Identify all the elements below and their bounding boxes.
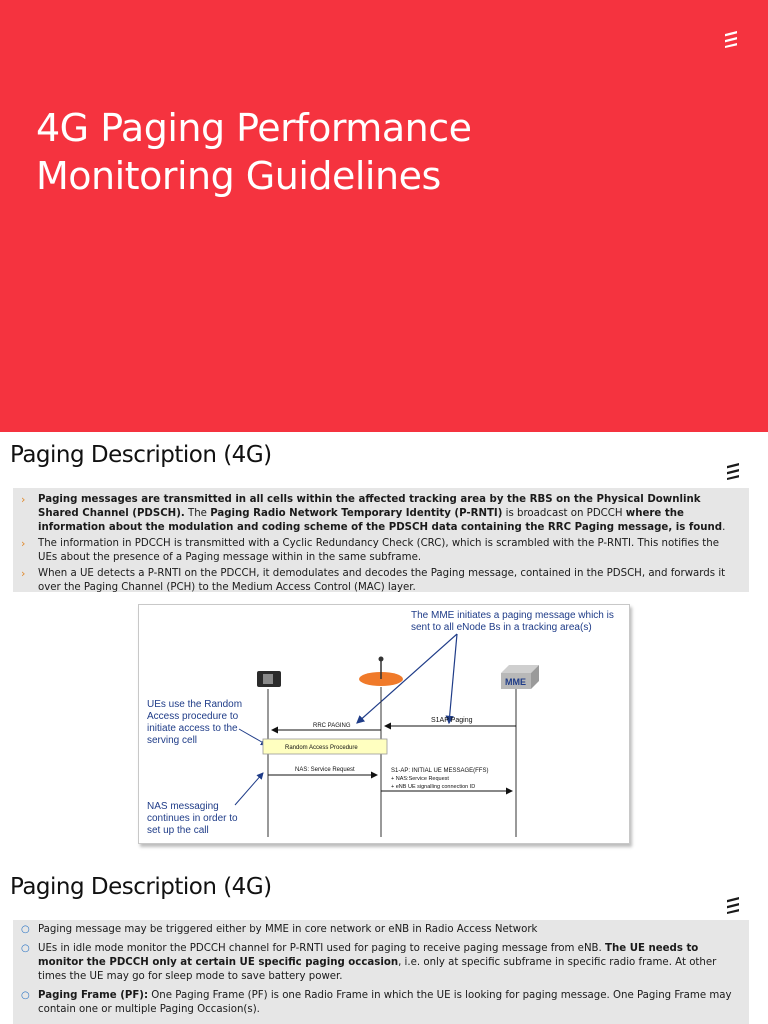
nas-request-label: NAS: Service Request [295, 767, 355, 773]
nas-note-line1: NAS messaging [147, 801, 219, 812]
enb-antenna-icon [359, 657, 403, 687]
s1ap-init-line3: + eNB UE signalling connection ID [391, 784, 476, 790]
cover-title-line2: Monitoring Guidelines [36, 154, 441, 198]
cover-title [36, 104, 636, 200]
s1ap-init-line1: S1-AP: INITIAL UE MESSAGE(FFS) [391, 768, 489, 774]
chevron-right-icon: › [21, 567, 26, 580]
ericsson-logo-icon [724, 30, 738, 48]
rrc-paging-label: RRC PAGING [313, 723, 351, 729]
mme-label: MME [505, 677, 526, 687]
list-item [21, 989, 741, 1017]
circle-bullet-icon: ○ [21, 943, 30, 954]
paging-description-slide-1 [0, 432, 768, 864]
list-item [21, 567, 741, 595]
mme-node-icon [501, 665, 539, 689]
paging-description-slide-2 [0, 864, 768, 1024]
bullet-text: UEs in idle mode monitor the PDCCH channel for P-RNTI used for paging to receive paging message from eNB. The UE needs to monitor the PDCCH only at certain UE specific paging occasion, i.e. only at specific subframe in specific radio frame. At other times the UE may go for sleep mode to save battery power. [38, 943, 717, 982]
ericsson-logo-icon [726, 896, 740, 914]
ue-note-line4: serving cell [147, 735, 198, 746]
bullet-list [13, 920, 749, 1024]
callout-top-line2: sent to all eNode Bs in a tracking area(s) [411, 622, 592, 633]
bullet-text: When a UE detects a P-RNTI on the PDCCH, it demodulates and decodes the Paging message, contained in the PDSCH, and forwards it over the Paging Channel (PCH) to the Medium Access Control (MAC) layer. [38, 568, 726, 593]
bullet-text: Paging message may be triggered either by MME in core network or eNB in Radio Access Network [38, 924, 538, 935]
ericsson-logo-icon [726, 462, 740, 480]
paging-sequence-diagram [138, 604, 630, 844]
ue-note-line3: initiate access to the [147, 723, 238, 734]
bullet-text: Paging Frame (PF): One Paging Frame (PF) is one Radio Frame in which the UE is looking for paging message. One Paging Frame may contain one or multiple Paging Occasion(s). [38, 990, 732, 1015]
nas-note-line3: set up the call [147, 825, 209, 836]
slide-title: Paging Description (4G) [10, 874, 272, 900]
bullet-list [13, 488, 749, 592]
bullet-text: The information in PDCCH is transmitted with a Cyclic Redundancy Check (CRC), which is scrambled with the P-RNTI. This notifies the UEs about the presence of a Paging message within in the same subframe. [38, 538, 719, 563]
chevron-right-icon: › [21, 493, 26, 506]
circle-bullet-icon: ○ [21, 924, 30, 935]
ue-note-line2: Access procedure to [147, 711, 239, 722]
bullet-text: Paging messages are transmitted in all cells within the affected tracking area by the RBS on the Physical Downlink Shared Channel (PDSCH). The Paging Radio Network Temporary Identity (P-RNTI) is broadcast on PDCCH where the information about the modulation and coding scheme of the PDSCH data containing the RRC Paging message, is found. [38, 494, 726, 533]
ue-note-line1: UEs use the Random [147, 699, 243, 710]
chevron-right-icon: › [21, 537, 26, 550]
list-item [21, 537, 741, 565]
s1ap-paging-label: S1AP Paging [431, 717, 473, 724]
cover-title-line1: 4G Paging Performance [36, 106, 472, 150]
nas-note-line2: continues in order to [147, 813, 238, 824]
s1ap-init-line2: + NAS:Service Request [391, 776, 449, 782]
list-item [21, 493, 741, 535]
list-item [21, 923, 741, 937]
callout-top-line1: The MME initiates a paging message which is [411, 610, 614, 621]
circle-bullet-icon: ○ [21, 990, 30, 1001]
slide-title: Paging Description (4G) [10, 442, 272, 468]
ue-phone-icon [257, 671, 281, 687]
list-item [21, 942, 741, 984]
cover-slide [0, 0, 768, 432]
random-access-label: Random Access Procedure [285, 745, 358, 751]
